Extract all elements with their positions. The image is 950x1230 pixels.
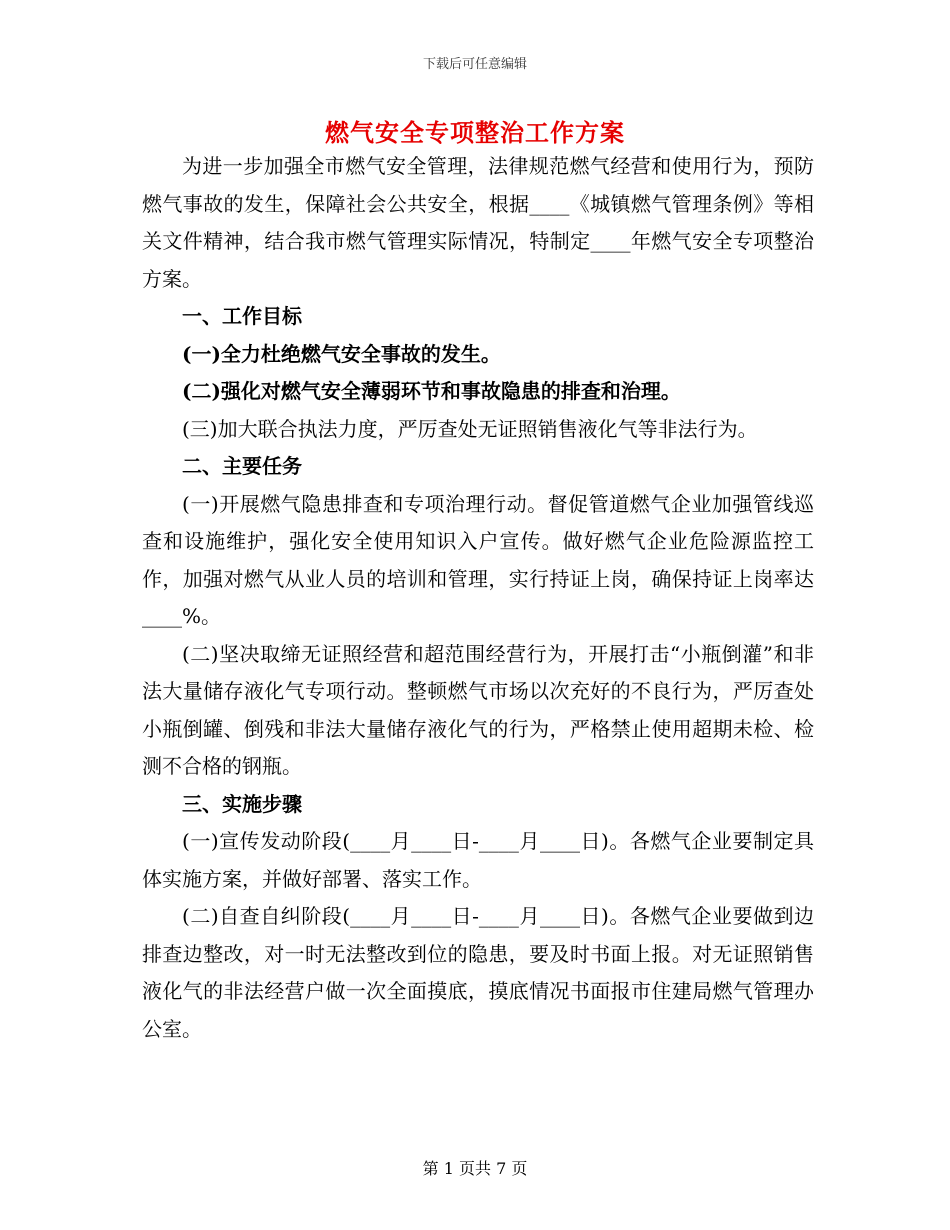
intro-paragraph: 为进一步加强全市燃气安全管理，法律规范燃气经营和使用行为，预防燃气事故的发生，保障社会公共安全，根据____《城镇燃气管理条例》等相关文件精神，结合我市燃气管理实际情况，特制定____年燃气安全专项整治方案。 [142, 154, 814, 291]
goal-item-1: (一)全力杜绝燃气安全事故的发生。 [182, 341, 501, 366]
goal-item-2: (二)强化对燃气安全薄弱环节和事故隐患的排查和治理。 [182, 379, 681, 403]
page-footer: 第 1 页共 7 页 [422, 1159, 528, 1178]
header-note: 下载后可任意编辑 [422, 57, 527, 72]
document-body [142, 148, 814, 1048]
task-item-2: (二)坚决取缔无证照经营和超范围经营行为，开展打击“小瓶倒灌”和非法大量储存液化气专项行动。整顿燃气市场以次充好的不良行为，严厉查处小瓶倒罐、倒残和非法大量储存液化气的行为，严格禁止使用超期未检、检测不合格的钢瓶。 [142, 641, 814, 778]
step-item-2: (二)自查自纠阶段(____月____日-____月____日)。各燃气企业要做到边排查边整改，对一时无法整改到位的隐患，要及时书面上报。对无证照销售液化气的非法经营户做一次全面摸底，摸底情况书面报市住建局燃气管理办公室。 [142, 904, 814, 1041]
document-title: 燃气安全专项整治工作方案 [325, 118, 625, 147]
section-heading-steps: 三、实施步骤 [182, 791, 302, 816]
section-heading-tasks: 二、主要任务 [182, 454, 302, 478]
section-heading-goals: 一、工作目标 [182, 304, 302, 328]
goal-item-3: (三)加大联合执法力度，严厉查处无证照销售液化气等非法行为。 [182, 416, 758, 441]
task-item-1: (一)开展燃气隐患排查和专项治理行动。督促管道燃气企业加强管线巡查和设施维护，强化安全使用知识入户宣传。做好燃气企业危险源监控工作，加强对燃气从业人员的培训和管理，实行持证上岗，确保持证上岗率达____%。 [142, 491, 814, 628]
step-item-1: (一)宣传发动阶段(____月____日-____月____日)。各燃气企业要制定具体实施方案，并做好部署、落实工作。 [142, 829, 814, 891]
